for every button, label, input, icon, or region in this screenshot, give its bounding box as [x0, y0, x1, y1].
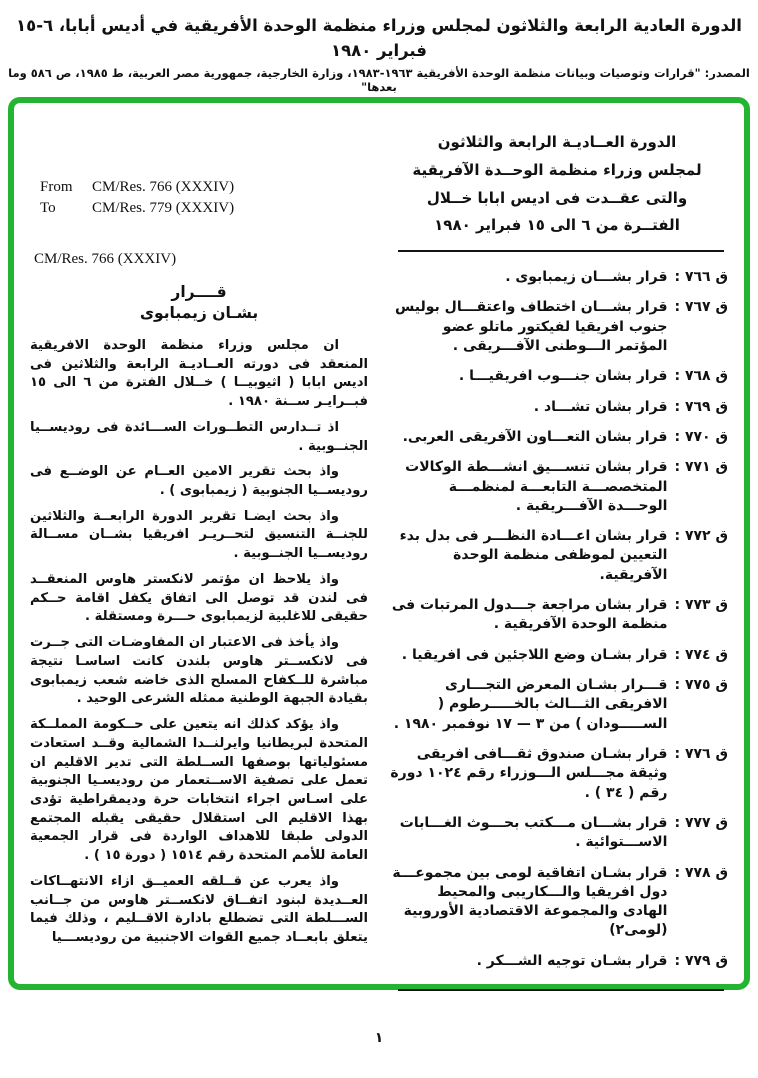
- resolutions-list: [384, 268, 730, 971]
- resolution-paragraph: اذ تــدارس التطــورات الســـائدة فى روديســيا الجنــوبية .: [30, 419, 368, 454]
- session-header-block: [384, 129, 730, 240]
- resolution-number: ق ٧٧٩ :: [674, 952, 728, 969]
- resolution-list-item: [390, 596, 728, 635]
- resolution-number: ق ٧٧٨ :: [674, 864, 728, 881]
- resolution-number: ق ٧٦٦ :: [674, 269, 728, 285]
- session-title-line: الدورة العادية الرابعة والثلاثون لمجلس وزراء منظمة الوحدة الأفريقية في أديس أبابا، ٦-١٥ فبراير ١٩٨٠: [16, 16, 742, 60]
- document-reference: CM/Res. 766 (XXXIV): [34, 251, 177, 267]
- resolution-number: ق ٧٦٨ :: [674, 368, 728, 385]
- from-label: From: [40, 179, 73, 195]
- resolution-body-column: [30, 177, 368, 955]
- reference-from-row: [40, 177, 368, 198]
- resolution-text: قرار بشان جنـــوب افريقيـــا .: [458, 368, 668, 385]
- resolution-text: قرار بشان تشـــاد .: [533, 398, 668, 415]
- from-value: CM/Res. 766 (XXXIV): [92, 179, 235, 195]
- to-label: To: [40, 200, 56, 216]
- resolution-paragraph: واذ بحث ايضـا تقرير الدورة الرابعــة والثلاثين للجنــة التنسيق لتحــريـر افريقيا بشــان مســالة روديســيا الجنــوبية .: [30, 508, 368, 562]
- to-value: CM/Res. 779 (XXXIV): [92, 200, 235, 216]
- resolution-list-item: [390, 864, 728, 941]
- page-header: [0, 14, 758, 94]
- resolution-number: ق ٧٧٥ :: [674, 677, 728, 693]
- resolution-title-subject: بشـان زيمبابوى: [139, 303, 259, 322]
- resolution-paragraph: ان مجلس وزراء منظمة الوحدة الافريقية المنعقد فى دورته العــاديـة الرابعة والثلاثين فى اديس ابابا ( اثيوبيــا ) خــلال الفترة من ٦ الى ١٥ فبــرايـر ســنة ١٩٨٠ .: [30, 337, 368, 410]
- resolution-list-item: [390, 646, 728, 665]
- resolution-number: ق ٧٦٧ :: [674, 299, 728, 316]
- resolution-number: ق ٧٦٩ :: [674, 398, 728, 415]
- resolution-list-item: [390, 367, 728, 386]
- resolution-title: [30, 282, 368, 324]
- resolution-text: قرار بشـان وضع اللاجئين فى افريقيا .: [401, 646, 668, 663]
- resolution-text: قرار بشـان توجيه الشـــكر .: [476, 952, 668, 969]
- resolution-list-item: [390, 745, 728, 803]
- resolution-list-item: [390, 268, 728, 287]
- resolution-text: قرار بشان تنســـيق انشـــطة الوكالات المتخصصـــة التابعـــة لمنظمـــة الوحـــدة الآفـــريقية .: [405, 459, 668, 514]
- horizontal-rule-top: [398, 250, 724, 252]
- reference-range-block: [30, 177, 368, 219]
- resolution-paragraph: واذ يأخذ فى الاعتبار ان المفاوضـات التى جــرت فى لانكســتر هاوس بلندن كانت اساسـا نتيجة مباشرة للــكفاح المسلح الذى خاضه شعب زيمبابوى بقيادة الجبهة الوطنية ممثله الشرعى الوحيد .: [30, 635, 368, 707]
- resolution-title-word: قــــرار: [171, 283, 227, 301]
- resolution-text: قرار بشـــان مـــكتب بحـــوث الغـــابات الاســـتوائية .: [399, 814, 668, 851]
- session-header-line: الفتــرة من ٦ الى ١٥ فبراير ١٩٨٠: [434, 216, 680, 235]
- source-citation-line: المصدر: "قرارات وتوصيات وبيانات منظمة الوحدة الأفريقية ١٩٦٣-١٩٨٣، وزارة الخارجية، جمهورية مصر العربية، ط ١٩٨٥، ص ٥٨٦ وما بعدها": [8, 65, 750, 94]
- resolution-list-item: [390, 428, 728, 447]
- resolution-number: ق ٧٧٢ :: [674, 528, 728, 545]
- resolution-text: قرار بشـــان اختطاف واعتقـــال بوليس جنوب افريقيا لفيكتور ماتلو عضو المؤتمر الـــوطنى الآفـــريقى .: [395, 299, 668, 354]
- resolution-list-item: [390, 298, 728, 356]
- resolution-paragraph: واذ يؤكد كذلك انه يتعين على حــكومة المملــكة المتحدة لبريطانيا وايرلنــدا الشمالية وقــد استعادت مسئولياتها بوصفها الســلطة التى تدير الاقليم ان تعمل على تصفية الاســتعمار من روديسـيا الجنوبية على اسـاس اجراء انتخابات حرة وديمقراطية تؤدى بهذا الاقليم الى استقلال حقيقى يقبله المجتمع الدولى طبقا للاهداف الواردة فى قرار الجمعية العامة للأمم المتحدة رقم ١٥١٤ ( دورة ١٥ ) .: [30, 717, 368, 864]
- resolution-number: ق ٧٧٠ :: [674, 428, 728, 445]
- resolution-number: ق ٧٧٣ :: [674, 597, 728, 614]
- resolution-list-item: [390, 952, 728, 971]
- resolution-number: ق ٧٧١ :: [674, 459, 728, 476]
- resolution-paragraph: واذ يعرب عن قــلقه العميــق ازاء الانتهــاكات العــديدة لبنود اتفــاق لانكســتر هاوس من جــانب الســـلطة التى تضطلع بادارة الاقــليم ، وذلك فيما يتعلق بابعــاد جميع القوات الاجنبية من روديســـيا: [30, 873, 368, 946]
- resolution-list-item: [390, 676, 728, 734]
- horizontal-rule-bottom: [398, 989, 724, 991]
- resolution-paragraphs: [30, 337, 368, 948]
- resolution-text: قرار بشان مراجعة جـــدول المرتبات فى منظمة الوحدة الآفريقية .: [391, 597, 668, 633]
- resolution-list-item: [390, 527, 728, 585]
- resolution-text: قـــرار بشـان المعرض التجـــارى الافريقى الثـــالث بالخـــــرطوم ( الســـــودان ) من ٣ — ١٧ نوفمبر ١٩٨٠ .: [393, 677, 668, 732]
- resolution-number: ق ٧٧٦ :: [674, 745, 728, 762]
- resolution-text: قرار بشان التعـــاون الآفريقى العربى.: [402, 428, 668, 445]
- resolution-list-item: [390, 814, 728, 853]
- resolution-paragraph: واذ يلاحظ ان مؤتمر لانكستر هاوس المنعقــد فى لندن قد توصل الى اتفاق يكفل اقامة حــكم حقيقى للاغلبية لزيمبابوى حـــرة ومستقلة .: [30, 571, 368, 625]
- resolution-number: ق ٧٧٧ :: [674, 814, 728, 831]
- resolution-list-item: [390, 458, 728, 516]
- session-header-line: لمجلس وزراء منظمة الوحــدة الآفريقية: [412, 160, 702, 179]
- highlight-frame: [8, 97, 750, 990]
- session-header-line: والتى عقــدت فى اديس ابابا خــلال: [426, 188, 688, 207]
- resolution-text: قرار بشـــان زيمبابوى .: [505, 269, 668, 285]
- resolution-text: قرار بشـان صندوق ثقـــافى افريقى وثيقة مجـــلس الـــوزراء رقم ١٠٢٤ دورة رقم ( ٣٤ ) .: [390, 745, 668, 801]
- resolution-text: قرار بشـان اتفاقية لومى بين مجموعـــة دول افريقيا والـــكاريبى والمحيط الهادى والمجموعة الاقتصادية الأوروبية (لومى٢): [392, 864, 668, 939]
- resolution-text: قرار بشان اعـــادة النظـــر فى بدل بدء التعيين لموظفى منظمة الوحدة الآفريقية.: [399, 528, 668, 583]
- resolution-number: ق ٧٧٤ :: [674, 646, 728, 663]
- reference-to-row: [40, 198, 368, 219]
- session-header-line: الدورة العــاديـة الرابعة والثلاثون: [437, 133, 677, 151]
- resolution-list-item: [390, 398, 728, 417]
- page-number: ١: [374, 1030, 384, 1046]
- resolution-paragraph: واذ بحث تقرير الامين العــام عن الوضــع فى روديســيا الجنوبية ( زيمبابوى ) .: [30, 464, 368, 498]
- resolutions-index-column: [384, 129, 730, 1007]
